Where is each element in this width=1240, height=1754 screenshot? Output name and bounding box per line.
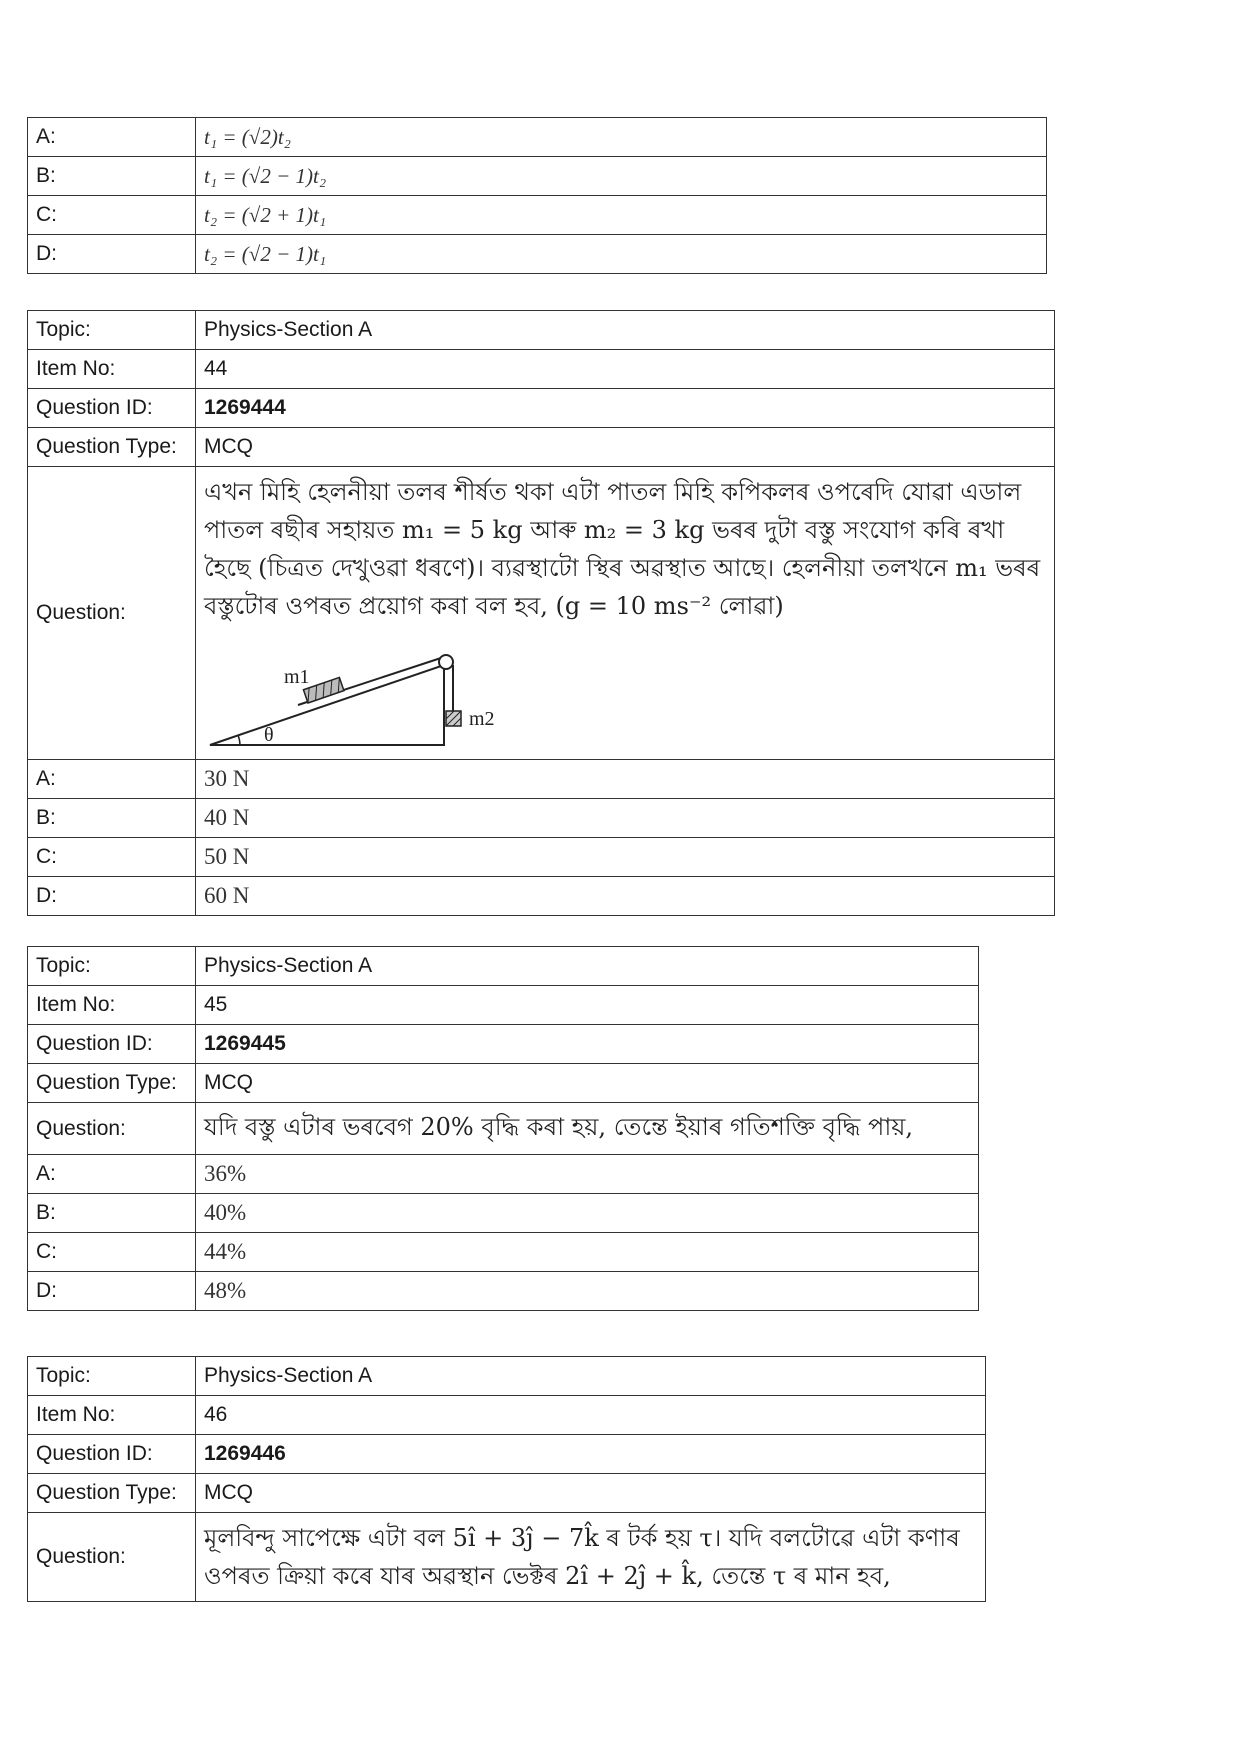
- topic-value: Physics-Section A: [196, 1357, 986, 1396]
- item-no-value: 44: [196, 350, 1055, 389]
- question-type-value: MCQ: [196, 1474, 986, 1513]
- question-type-value: MCQ: [196, 1064, 979, 1103]
- item-no-row: [28, 1396, 986, 1435]
- option-label: D:: [28, 1272, 196, 1311]
- label-m1: m1: [284, 666, 310, 688]
- option-row-b: [28, 1194, 979, 1233]
- option-value: t₂ = (√2 + 1)t₁: [196, 196, 1047, 235]
- question-id-label: Question ID:: [28, 1435, 196, 1474]
- option-value: 36%: [196, 1155, 979, 1194]
- option-value: 60 N: [196, 877, 1055, 916]
- question-type-label: Question Type:: [28, 1474, 196, 1513]
- question-label: Question:: [28, 1513, 196, 1602]
- question-id-row: [28, 1025, 979, 1064]
- label-m2: m2: [469, 708, 495, 730]
- incline-triangle: [210, 665, 444, 745]
- question-id-row: [28, 1435, 986, 1474]
- item-no-value: 45: [196, 986, 979, 1025]
- question-row: [28, 1103, 979, 1155]
- question-id-row: [28, 389, 1055, 428]
- item-no-label: Item No:: [28, 986, 196, 1025]
- item-no-row: [28, 986, 979, 1025]
- option-row-a: [28, 760, 1055, 799]
- option-label: B:: [28, 799, 196, 838]
- question-label: Question:: [28, 1103, 196, 1155]
- topic-value: Physics-Section A: [196, 311, 1055, 350]
- question-text: এখন মিহি হেলনীয়া তলৰ শীৰ্ষত থকা এটা পাতল মিহি কপিকলৰ ওপৰেদি যোৱা এডাল পাতল ৰছীৰ সহায়ত m₁ = 5 kg আৰু m₂ = 3 kg ভৰৰ দুটা বস্তু সংযোগ কৰি ৰখা হৈছে (চিত্ৰত দেখুওৱা ধৰণে)। ব্যৱস্থাটো স্থিৰ অৱস্থাত আছে। হেলনীয়া তলখনে m₁ ভৰৰ বস্তুটোৰ ওপৰত প্ৰয়োগ কৰা বল হব, (g = 10 ms⁻² লোৱা): [204, 478, 1041, 620]
- question-44-table: [27, 310, 1055, 916]
- question-type-row: [28, 428, 1055, 467]
- option-label: D:: [28, 235, 196, 274]
- option-label: B:: [28, 1194, 196, 1233]
- pulley-icon: [439, 655, 453, 669]
- question-type-row: [28, 1474, 986, 1513]
- option-row-d: [28, 235, 1047, 274]
- item-no-row: [28, 350, 1055, 389]
- option-row-a: [28, 1155, 979, 1194]
- question-row: [28, 467, 1055, 760]
- topic-row: [28, 1357, 986, 1396]
- topic-label: Topic:: [28, 1357, 196, 1396]
- inclined-plane-diagram: [204, 633, 524, 751]
- question-id-value: 1269446: [196, 1435, 986, 1474]
- question-cell: [196, 467, 1055, 760]
- question-row: [28, 1513, 986, 1602]
- option-row-c: [28, 1233, 979, 1272]
- option-row-b: [28, 157, 1047, 196]
- option-label: D:: [28, 877, 196, 916]
- angle-arc: [238, 735, 240, 745]
- question-text: যদি বস্তু এটাৰ ভৰবেগ 20% বৃদ্ধি কৰা হয়, তেন্তে ইয়াৰ গতিশক্তি বৃদ্ধি পায়,: [204, 1112, 914, 1141]
- option-value: 48%: [196, 1272, 979, 1311]
- topic-label: Topic:: [28, 947, 196, 986]
- option-row-a: [28, 118, 1047, 157]
- question-id-label: Question ID:: [28, 1025, 196, 1064]
- option-label: C:: [28, 1233, 196, 1272]
- option-value: t₁ = (√2 − 1)t₂: [196, 157, 1047, 196]
- option-label: A:: [28, 1155, 196, 1194]
- option-value: 30 N: [196, 760, 1055, 799]
- option-label: B:: [28, 157, 196, 196]
- option-label: C:: [28, 196, 196, 235]
- option-label: A:: [28, 118, 196, 157]
- question-id-label: Question ID:: [28, 389, 196, 428]
- topic-value: Physics-Section A: [196, 947, 979, 986]
- prev-question-options-table: [27, 117, 1047, 274]
- option-row-c: [28, 838, 1055, 877]
- question-46-table: [27, 1356, 986, 1602]
- question-text: মূলবিন্দু সাপেক্ষে এটা বল 5î + 3ĵ − 7k̂ ৰ টৰ্ক হয় τ। যদি বলটোৱে এটা কণাৰ ওপৰত ক্ৰিয়া কৰে যাৰ অৱস্থান ভেক্টৰ 2î + 2ĵ + k̂, তেন্তে τ ৰ মান হব,: [204, 1524, 960, 1590]
- option-row-d: [28, 1272, 979, 1311]
- label-theta: θ: [264, 724, 274, 746]
- question-label: Question:: [28, 467, 196, 760]
- option-value: 40 N: [196, 799, 1055, 838]
- topic-row: [28, 947, 979, 986]
- option-value: t₂ = (√2 − 1)t₁: [196, 235, 1047, 274]
- option-row-b: [28, 799, 1055, 838]
- item-no-label: Item No:: [28, 350, 196, 389]
- question-cell: [196, 1103, 979, 1155]
- option-row-c: [28, 196, 1047, 235]
- option-value: 50 N: [196, 838, 1055, 877]
- block-m2-icon: [446, 711, 461, 726]
- option-value: 40%: [196, 1194, 979, 1233]
- option-label: C:: [28, 838, 196, 877]
- question-type-value: MCQ: [196, 428, 1055, 467]
- topic-label: Topic:: [28, 311, 196, 350]
- question-type-label: Question Type:: [28, 428, 196, 467]
- topic-row: [28, 311, 1055, 350]
- option-value: 44%: [196, 1233, 979, 1272]
- question-type-label: Question Type:: [28, 1064, 196, 1103]
- question-45-table: [27, 946, 979, 1311]
- question-cell: [196, 1513, 986, 1602]
- option-label: A:: [28, 760, 196, 799]
- question-id-value: 1269445: [196, 1025, 979, 1064]
- option-row-d: [28, 877, 1055, 916]
- question-id-value: 1269444: [196, 389, 1055, 428]
- question-type-row: [28, 1064, 979, 1103]
- item-no-value: 46: [196, 1396, 986, 1435]
- option-value: t₁ = (√2)t₂: [196, 118, 1047, 157]
- item-no-label: Item No:: [28, 1396, 196, 1435]
